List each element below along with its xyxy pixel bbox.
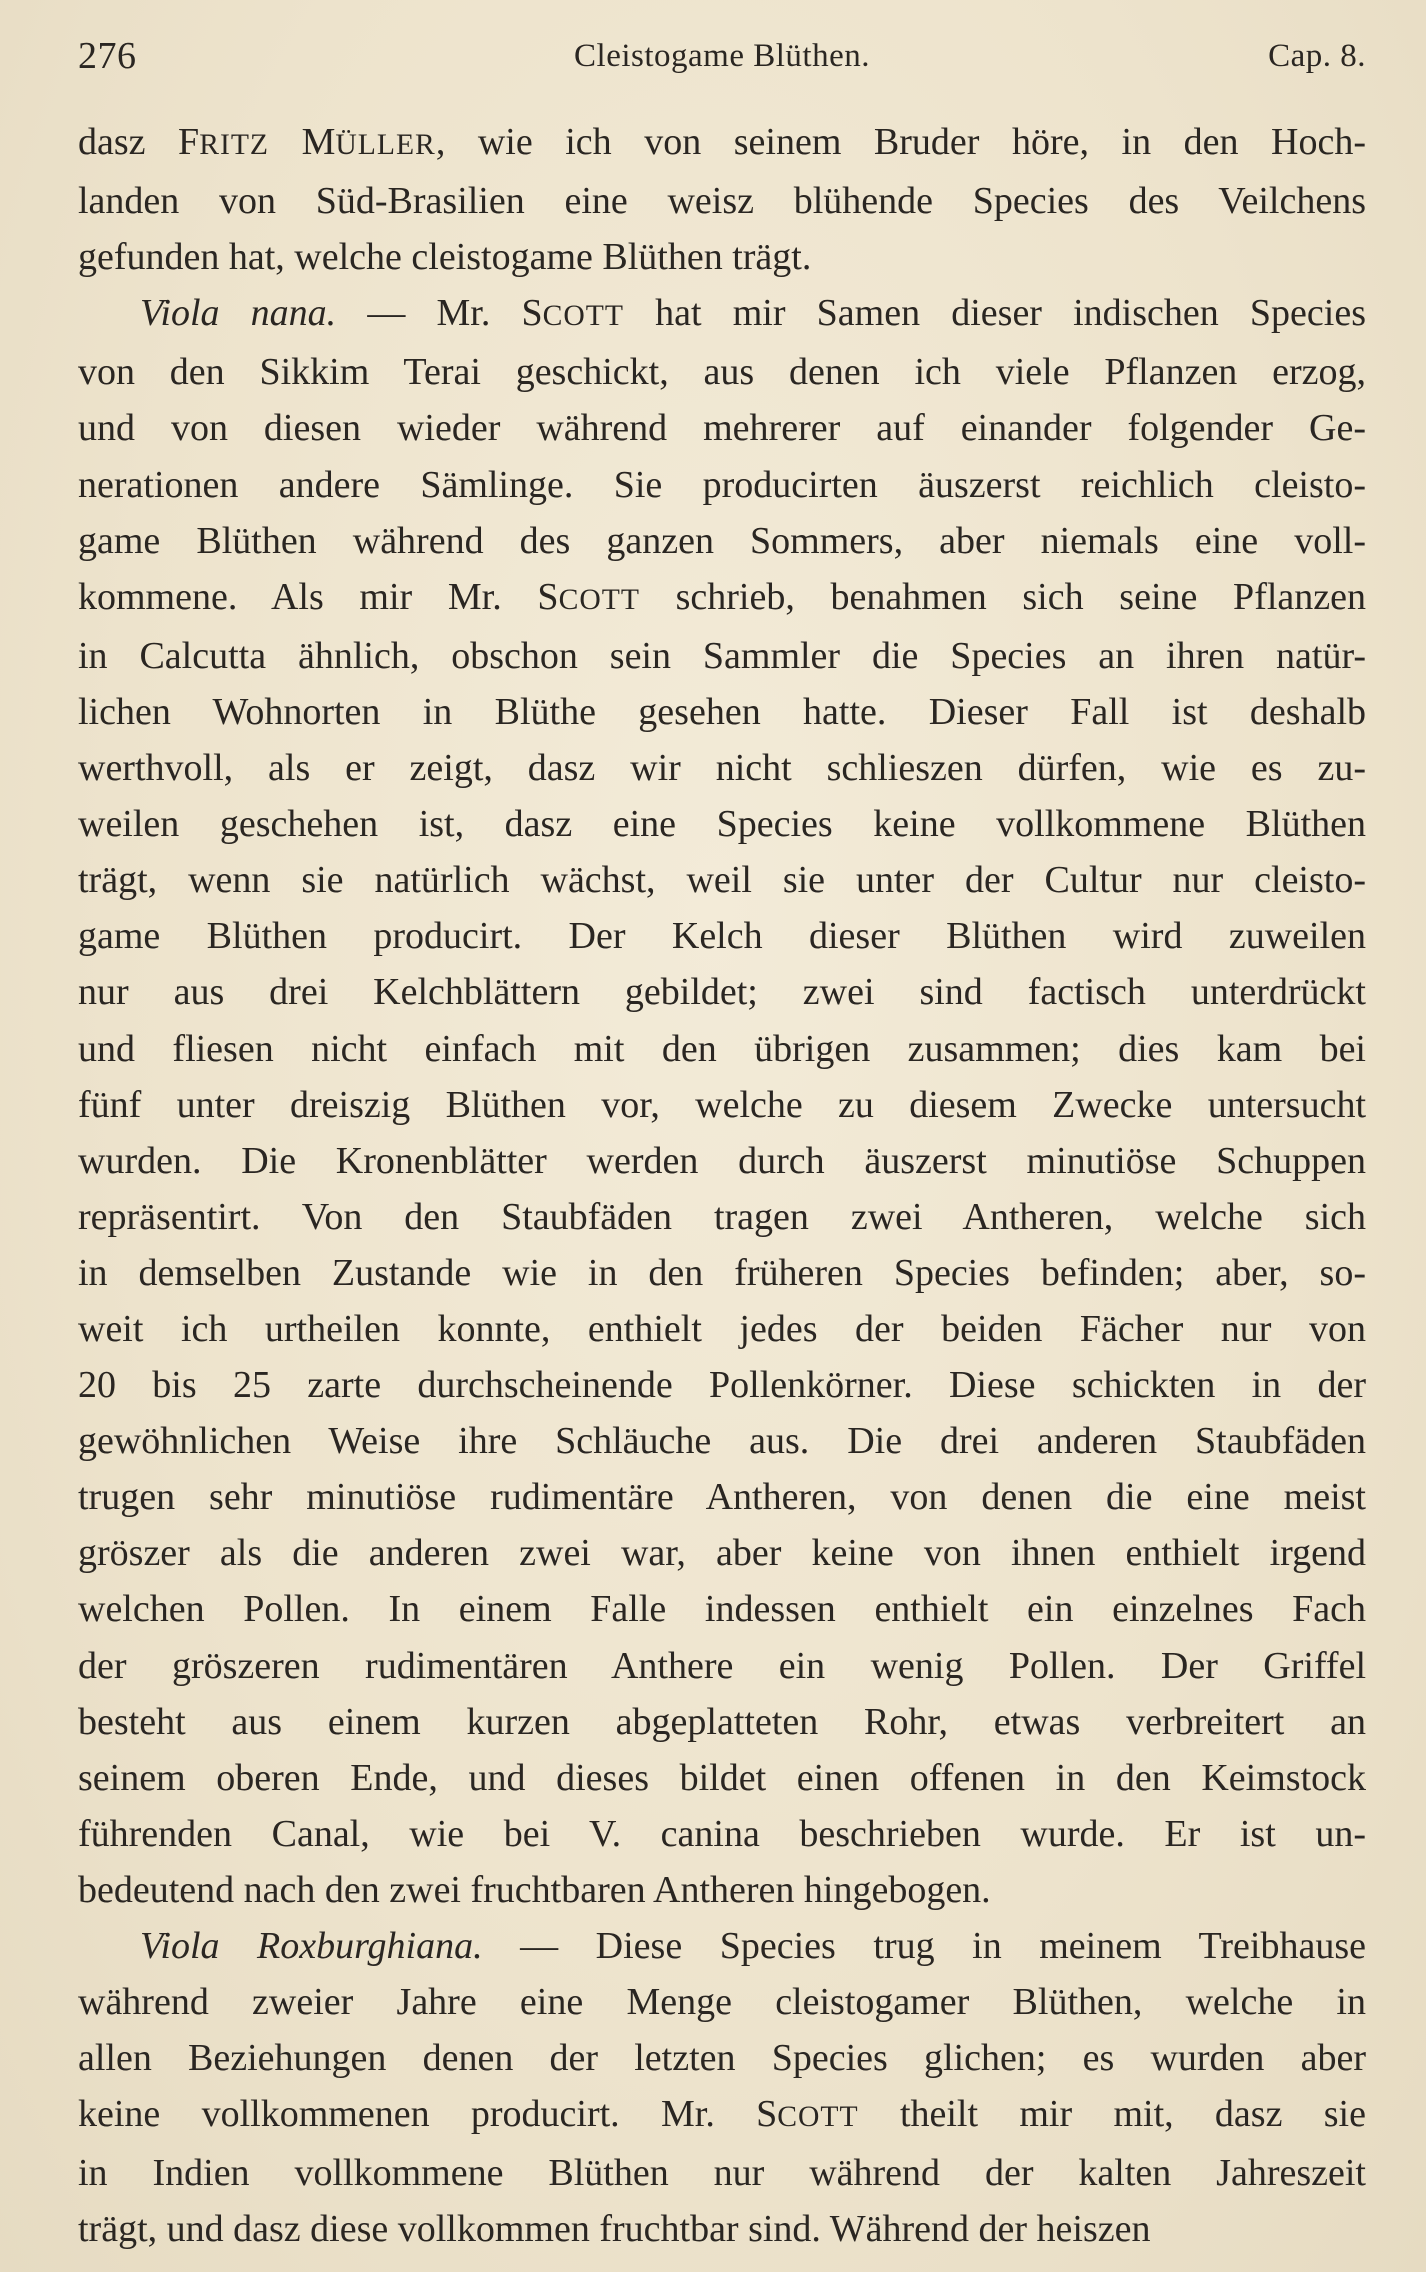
text-row — [78, 684, 1366, 740]
text-row — [78, 1357, 1366, 1413]
text-line: fünf unter dreiszig Blüthen vor, welche zu diesem Zwecke untersucht — [78, 1083, 1366, 1126]
text-row — [78, 1077, 1366, 1133]
text-line: welchen Pollen. In einem Falle indessen enthielt ein einzelnes Fach — [78, 1588, 1366, 1631]
text-row — [78, 285, 1366, 344]
text-line: und fliesen nicht einfach mit den übrigen zusammen; dies kam bei — [78, 1027, 1366, 1070]
chapter-label: Cap. 8. — [1268, 38, 1366, 74]
text-line: und von diesen wieder während mehrerer auf einander folgender Ge- — [78, 407, 1366, 450]
text-line: in Calcutta ähnlich, obschon sein Sammler die Species an ihren natür- — [78, 634, 1366, 677]
text-line: seinem oberen Ende, und dieses bildet einen offenen in den Keimstock — [78, 1756, 1366, 1799]
text-line: während zweier Jahre eine Menge cleistogamer Blüthen, welche in — [78, 1981, 1366, 2024]
text-row — [78, 1021, 1366, 1077]
paragraph-fritz-mueller — [78, 114, 1366, 285]
text-row — [78, 1694, 1366, 1750]
text-row — [78, 1806, 1366, 1862]
text-row — [78, 2201, 1366, 2257]
text-row — [78, 1862, 1366, 1918]
text-line: — Mr. SCOTT hat mir Samen dieser indischen Species — [336, 292, 1366, 335]
text-row — [78, 1974, 1366, 2030]
text-row — [78, 173, 1366, 229]
text-row — [78, 852, 1366, 908]
text-line: in demselben Zustande wie in den früheren Species befinden; aber, so- — [78, 1251, 1366, 1294]
text-line: nur aus drei Kelchblättern gebildet; zwei sind factisch unterdrückt — [78, 971, 1366, 1014]
text-line: 20 bis 25 zarte durchscheinende Pollenkörner. Diese schickten in der — [78, 1364, 1366, 1407]
text-line: repräsentirt. Von den Staubfäden tragen zwei Antheren, welche sich — [78, 1195, 1366, 1238]
text-line: allen Beziehungen denen der letzten Species glichen; es wurden aber — [78, 2037, 1366, 2080]
text-line: besteht aus einem kurzen abgeplatteten Rohr, etwas verbreitert an — [78, 1700, 1366, 1743]
text-line: dasz FRITZ MÜLLER, wie ich von seinem Bruder höre, in den Hoch- — [78, 121, 1366, 163]
text-line: führenden Canal, wie bei V. canina beschrieben wurde. Er ist un- — [78, 1812, 1366, 1855]
text-row — [78, 1189, 1366, 1245]
text-row — [78, 2030, 1366, 2086]
page-number: 276 — [78, 35, 137, 77]
text-row — [78, 1918, 1366, 1974]
text-line: trugen sehr minutiöse rudimentäre Antheren, von denen die eine meist — [78, 1476, 1366, 1519]
text-row — [78, 2086, 1366, 2145]
species-heading: Viola nana. — [140, 292, 337, 335]
text-line: weit ich urtheilen konnte, enthielt jedes der beiden Fächer nur von — [78, 1307, 1366, 1350]
text-line: trägt, und dasz diese vollkommen fruchtbar sind. Während der heiszen — [78, 2208, 1151, 2251]
text-line: nerationen andere Sämlinge. Sie producirten äuszerst reichlich cleisto- — [78, 463, 1366, 506]
text-line: gewöhnlichen Weise ihre Schläuche aus. Die drei anderen Staubfäden — [78, 1420, 1366, 1463]
text-line: werthvoll, als er zeigt, dasz wir nicht schlieszen dürfen, wie es zu- — [78, 747, 1366, 790]
text-row — [78, 344, 1366, 400]
paragraph-viola-nana — [78, 285, 1366, 1918]
text-row — [78, 964, 1366, 1020]
text-row — [78, 1638, 1366, 1694]
paragraph-viola-roxburghiana — [78, 1918, 1366, 2258]
text-line: gröszer als die anderen zwei war, aber keine von ihnen enthielt irgend — [78, 1532, 1366, 1575]
running-header — [78, 34, 1366, 82]
text-line: bedeutend nach den zwei fruchtbaren Antheren hingebogen. — [78, 1868, 991, 1911]
text-row — [78, 740, 1366, 796]
text-line: landen von Süd-Brasilien eine weisz blühende Species des Veilchens — [78, 180, 1366, 223]
text-row — [78, 1750, 1366, 1806]
text-row — [78, 1581, 1366, 1637]
species-heading: Viola Roxburghiana. — [140, 1925, 483, 1967]
text-row — [78, 628, 1366, 684]
text-line: game Blüthen während des ganzen Sommers, aber niemals eine voll- — [78, 519, 1366, 562]
text-line: kommene. Als mir Mr. SCOTT schrieb, benahmen sich seine Pflanzen — [78, 575, 1366, 618]
text-row — [78, 1525, 1366, 1581]
text-row — [78, 457, 1366, 513]
text-row — [78, 1469, 1366, 1525]
text-row — [78, 114, 1366, 173]
text-row — [78, 513, 1366, 569]
text-row — [78, 569, 1366, 628]
text-row — [78, 1245, 1366, 1301]
text-line: in Indien vollkommene Blüthen nur während der kalten Jahreszeit — [78, 2152, 1366, 2195]
body-text — [78, 114, 1366, 2258]
text-line: trägt, wenn sie natürlich wächst, weil sie unter der Cultur nur cleisto- — [78, 859, 1366, 902]
text-line: weilen geschehen ist, dasz eine Species keine vollkommene Blüthen — [78, 803, 1366, 846]
text-row — [78, 1133, 1366, 1189]
text-line: — Diese Species trug in meinem Treibhause — [482, 1925, 1366, 1967]
running-title: Cleistogame Blüthen. — [574, 38, 870, 74]
text-row — [78, 229, 1366, 285]
text-line: der gröszeren rudimentären Anthere ein wenig Pollen. Der Griffel — [78, 1644, 1366, 1687]
text-line: keine vollkommenen producirt. Mr. SCOTT theilt mir mit, dasz sie — [78, 2093, 1366, 2136]
text-row — [78, 908, 1366, 964]
text-line: wurden. Die Kronenblätter werden durch äuszerst minutiöse Schuppen — [78, 1139, 1366, 1182]
text-line: gefunden hat, welche cleistogame Blüthen trägt. — [78, 236, 812, 279]
text-row — [78, 2145, 1366, 2201]
text-row — [78, 1413, 1366, 1469]
text-row — [78, 1301, 1366, 1357]
text-line: lichen Wohnorten in Blüthe gesehen hatte. Dieser Fall ist deshalb — [78, 690, 1366, 733]
text-row — [78, 796, 1366, 852]
text-line: von den Sikkim Terai geschickt, aus denen ich viele Pflanzen erzog, — [78, 351, 1366, 394]
text-row — [78, 400, 1366, 456]
text-line: game Blüthen producirt. Der Kelch dieser Blüthen wird zuweilen — [78, 915, 1366, 958]
